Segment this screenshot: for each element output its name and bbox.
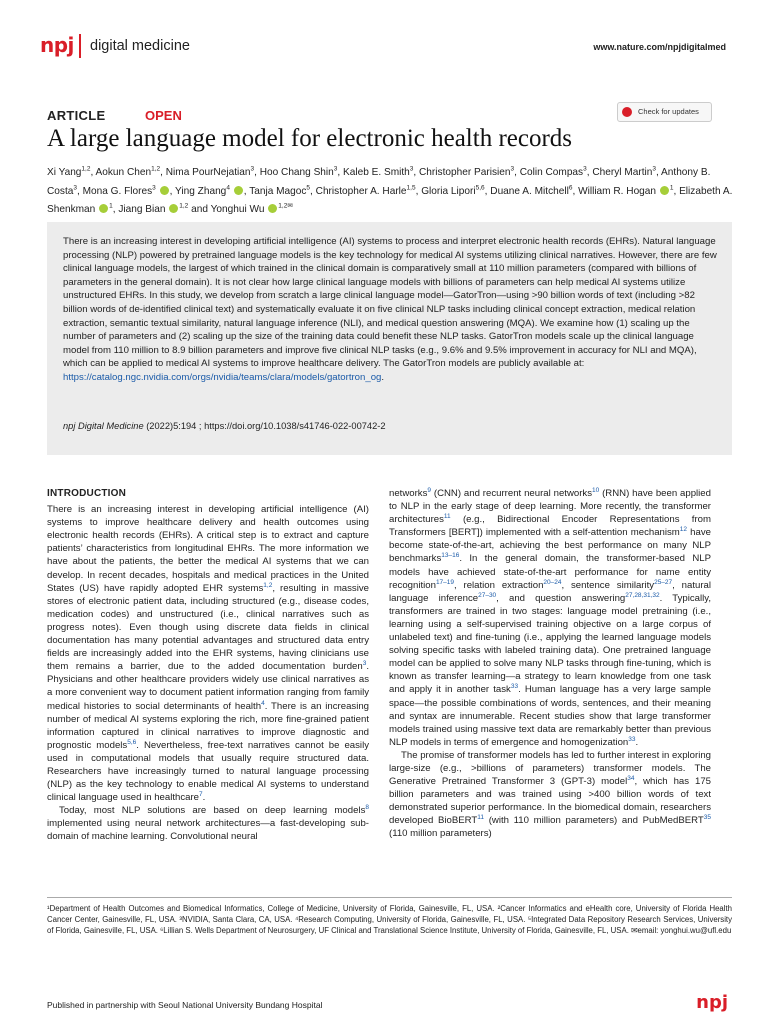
author-name[interactable]: Cheryl Martin [592,167,653,179]
author-name[interactable]: Jiang Bian [118,204,166,216]
author: Elizabeth A. Shenkman $^1$, [47,185,733,216]
footer-partnership: Published in partnership with Seoul National University Bundang Hospital [47,1000,323,1010]
abstract-text [63,235,719,385]
author-name[interactable]: Gloria Lipori [421,185,476,197]
author-name[interactable]: Yonghui Wu [210,204,265,216]
author: Xi Yang$^{1,2}$, [47,166,96,179]
reference-citation[interactable]: 34 [627,774,635,782]
orcid-icon[interactable] [99,204,108,213]
author-affiliation: 1 [109,202,113,210]
article-type: ARTICLE [47,108,106,123]
paragraph-text: . Nevertheless, free-text narratives cannot be easily used in computational models that usually require structured data. Researchers have increasingly turned to natural language processing (NLP) as the key technology to enable medical AI systems to understand clinical language used in healthcare [47,739,369,804]
author-affiliation: 1 [669,184,674,192]
paragraph-text: have become state-of-the-art, achieving the best performance on many NLP benchmarks [389,527,711,565]
author: Ying Zhang$^4$ , [175,184,250,197]
article-title: A large language model for electronic health records [47,125,573,152]
author-name[interactable]: Ying Zhang [175,185,227,197]
paragraph-text: . Typically, transformers are trained in two stages: language model pretraining (i.e., learning using a self-supervised training objective on a large corpus of unlabeled text) and fine-tuning (i.e., applying the learned language models solving specific tasks with labeled training data). One pretrained language model can be applied to solve many NLP tasks through fine-tuning, which is known as transfer learning—a strategy to learn knowledge from one task and apply it in another task [389,592,711,696]
affiliations-footnote: ¹Department of Health Outcomes and Biomedical Informatics, College of Medicine, University of Florida, Gainesville, FL, USA. ²Cancer Informatics and eHealth core, University of Florida Health Cancer Center, Gainesville, FL, USA. ³NVIDIA, Santa Clara, CA, USA. ⁴Research Computing, University of Florida, Gainesville, FL, USA. ⁵Integrated Data Repository Research Services, University of Florida, Gainesville, FL, USA. ⁶Lillian S. Wells Department of Neurosurgery, UF Clinical and Translational Science Institute, University of Florida, Gainesville, FL, USA. ✉email: yonghui.wu@ufl.edu [47,904,732,935]
paragraph-text: (RNN) have been applied to NLP in the early stage of deep learning. More recently, the transformer architectures [389,488,711,526]
reference-citation[interactable]: 33 [510,683,519,691]
introduction-heading: INTRODUCTION [47,488,127,499]
orcid-icon[interactable] [268,204,277,213]
paragraph-text: (CNN) and recurrent neural networks [431,488,592,499]
author-affiliation: 1,5 [406,184,416,192]
check-updates-label: Check for updates [638,107,699,116]
author-name[interactable]: Colin Compas [519,167,584,179]
reference-citation[interactable]: 12 [679,526,688,534]
author-name[interactable]: Kaleb E. Smith [343,167,410,179]
paragraph-text: implemented using neural network architectures—a fast-developing sub-domain of machine learning. Convolutional neural [47,818,369,843]
author: Gloria Lipori$^{5,6}$, [421,184,491,197]
author-affiliation: 3 [409,166,414,173]
author: Kaleb E. Smith$^3$, [343,166,420,179]
paragraph-text: There is an increasing interest in developing artificial intelligence (AI) systems to improve healthcare delivery and health outcomes using electronic health records (EHRs). A critical step is to extract and capture patients’ characteristics from longitudinal EHRs. The more information we have about the patients, the better the medical AI systems that we can develop. In recent decades, hospitals and medical practices in the United States (US) have rapidly adopted EHR systems [47,504,369,594]
gatortron-link[interactable]: https://catalog.ngc.nvidia.com/orgs/nvidia/teams/clara/models/gatortron_og [63,371,382,383]
author-name[interactable]: Anthony B. Costa [47,167,711,197]
author-affiliation: 3 [583,166,587,173]
author: Christopher Parisien$^3$, [419,166,520,179]
right-column [389,487,711,841]
intro-paragraph-1 [47,503,369,804]
paragraph-text: . [202,792,206,804]
author: Christopher A. Harle$^{1,5}$, [315,184,422,197]
author: Aokun Chen$^{1,2}$, [95,166,166,179]
author-name[interactable]: Nima PourNejatian [165,167,251,179]
author-affiliation: 1,2 [179,202,189,210]
open-access-label: OPEN [145,108,182,123]
author: Hoo Chang Shin$^3$, [259,166,344,179]
author-affiliation: 3 [250,166,255,173]
reference-citation[interactable]: 11 [477,814,484,822]
author-name[interactable]: Hoo Chang Shin [259,167,334,179]
reference-citation[interactable]: 20–24 [543,578,562,586]
reference-citation[interactable]: 4 [261,699,265,707]
abstract-body: There is an increasing interest in developing artificial intelligence (AI) systems to process and interpret electronic health records (EHRs). Natural language processing (NLP) powered by pretrained language models is the key technology for medical AI systems utilizing clinical narratives. However, there are few clinical language models, the largest of which trained in the clinical domain is comparatively small at 110 million parameters (compared with billions of parameters in the general domain). It is not clear how large clinical language models with billions of parameters can help medical AI systems utilize unstructured EHRs. In this study, we develop from scratch a large clinical language model—GatorTron—using >90 billion words of text (including >82 billion words of de-identified clinical text) and systematically evaluate it on five clinical NLP tasks including clinical concept extraction, medical relation extraction, semantic textual similarity, natural language inference (NLI), and medical question answering (MQA). We examine how (1) scaling up the number of parameters and (2) scaling up the size of the training data could benefit these NLP tasks. GatorTron models scale up the clinical language model from 110 million to 8.9 billion parameters and improve five clinical NLP tasks (e.g., 9.6% and 9.5% improvement in accuracy for NLI and MQA), which can be applied to medical AI systems to improve healthcare delivery. The GatorTron models are publicly available at: [63,236,717,370]
paragraph-text: , which has 175 billion parameters and was trained using >400 billion words of text demonstrated superior performance. In the biomedical domain, researchers developed BioBERT [389,776,711,827]
author-affiliation: 3 [652,166,656,173]
citation-line [63,421,386,431]
author-affiliation: 5 [306,184,311,192]
paragraph-text: , resulting in massive stores of electronic patient data, including structured (e.g., disease codes, medication codes) and unstructured (i.e., clinical narratives such as progress notes). Even though using discrete data fields in clinical documentation has many potential advantages and structured data entry fields are increasingly added into the EHR systems, having clinicians use them remains a barrier, due to the added documentation burden [47,582,369,673]
paragraph-text: , natural language inference [389,579,711,604]
reference-citation[interactable]: 35 [703,814,711,822]
reference-citation[interactable]: 5,6 [127,738,137,746]
author: Anthony B. Costa$^3$, [47,167,711,197]
reference-citation[interactable]: 27,28,31,32 [625,591,660,599]
author-affiliation: 3 [510,166,515,173]
intro-paragraph-4 [389,749,711,841]
reference-citation[interactable]: 33 [628,735,636,743]
paragraph-text: . Human language has a very large sample space—the possible combinations of words, sentences, and their meaning and syntax are innumerable. Recent studies show that large transformer models trained using massive text data are remarkably better than previous NLP models in terms of emergence and homogenization [389,684,711,748]
author-name[interactable]: Christopher Parisien [419,167,511,179]
author-affiliation: 5,6 [475,184,485,192]
footer-npj-logo[interactable]: npj [696,992,728,1013]
header-divider [79,34,81,58]
journal-url[interactable]: www.nature.com/npjdigitalmed [593,42,726,52]
paragraph-text: Today, most NLP solutions are based on deep learning models [59,805,366,817]
author-name[interactable]: Duane A. Mitchell [490,185,569,197]
paragraph-text: The promise of transformer models has led to further interest in exploring large-size (e.g., >billions of parameters) transformer models. The Generative Pretrained Transformer 3 (GPT-3) model [389,749,711,788]
intro-paragraph-3 [389,487,711,749]
author: Colin Compas$^3$, [519,166,593,179]
author-name[interactable]: Aokun Chen [95,167,152,179]
abstract-end: . [381,371,385,383]
abstract-box [47,222,732,455]
author: Mona G. Flores$^3$ , [82,184,176,197]
paragraph-text: (with 110 million parameters) and PubMedBERT [484,815,704,827]
reference-citation[interactable]: 13–16 [441,552,460,560]
reference-citation[interactable]: 8 [365,804,369,812]
author-affiliation: 3 [152,184,156,192]
paragraph-text: . Physicians and other healthcare providers widely use clinical narratives as a more convenient way to document patient information ranging from family medical histories to social determinants of health [47,661,369,712]
journal-name[interactable]: digital medicine [90,38,190,54]
reference-citation[interactable]: 9 [427,486,432,494]
reference-citation[interactable]: 25–27 [654,578,673,586]
npj-logo[interactable]: npj [40,33,74,57]
citation-doi[interactable]: (2022)5:194 ; https://doi.org/10.1038/s41746-022-00742-2 [143,421,386,431]
author-affiliation: 1,2✉ [278,202,293,210]
intro-paragraph-2 [47,804,369,843]
author-name[interactable]: Tanja Magoc [249,185,307,197]
orcid-icon[interactable] [234,186,243,195]
paragraph-text: , and question answering [496,592,626,604]
left-column [47,487,369,844]
paragraph-text: , relation extraction [454,579,544,591]
reference-citation[interactable]: 11 [443,513,451,520]
reference-citation[interactable]: 17–19 [435,578,455,586]
author-name[interactable]: Christopher A. Harle [315,185,407,197]
author-affiliation: 6 [568,184,573,192]
author-name[interactable]: William R. Hogan [578,185,657,197]
author-name[interactable]: Mona G. Flores [82,185,153,197]
author: Tanja Magoc$^5$, [249,184,316,197]
paragraph-text: . In the general domain, the transformer-based NLP models have achieved state-of-the-art performance for name entity recognition [389,553,711,591]
author-affiliation: 3 [73,184,77,192]
check-updates-button[interactable] [617,102,712,122]
paragraph-text: (e.g., Bidirectional Encoder Representations from Transformers [BERT]) implemented with a self-attention mechanism [389,514,711,539]
paragraph-text: . [635,736,639,748]
author: and Yonghui Wu $^{1,2✉}$ [188,202,293,216]
author-name[interactable]: Xi Yang [47,167,82,179]
reference-citation[interactable]: 27–30 [478,591,497,599]
paragraph-text: , sentence similarity [561,579,655,591]
author-affiliation: 3 [333,166,338,173]
citation-journal: npj Digital Medicine [63,421,144,431]
reference-citation[interactable]: 3 [362,660,367,668]
author-affiliation: 1,2 [81,166,91,173]
paragraph-text: (110 million parameters) [389,828,492,840]
journal-header [40,34,726,60]
author: Cheryl Martin$^3$, [592,166,662,179]
author-affiliation: 4 [226,184,230,192]
orcid-icon[interactable] [160,186,169,195]
author-list [47,162,737,217]
paragraph-text: . There is an increasing number of medical AI systems exploring the rich, more fine-grained patient information captured in clinical narratives to improve diagnostic and prognostic models [47,700,370,751]
check-updates-icon [622,107,632,117]
reference-citation[interactable]: 1,2 [263,581,273,589]
author-name[interactable]: Elizabeth A. Shenkman [47,185,733,216]
author [118,204,188,215]
orcid-icon[interactable] [169,204,178,213]
author: William R. Hogan $^1$, [578,184,680,197]
author: Nima PourNejatian$^3$, [165,166,260,179]
footnote-divider [47,897,732,898]
reference-citation[interactable]: 10 [592,486,600,494]
author-affiliation: 1,2 [151,166,161,173]
author: Duane A. Mitchell$^6$, [490,184,579,197]
paragraph-text: networks [389,488,428,499]
reference-citation[interactable]: 7 [199,790,203,798]
orcid-icon[interactable] [660,186,669,195]
